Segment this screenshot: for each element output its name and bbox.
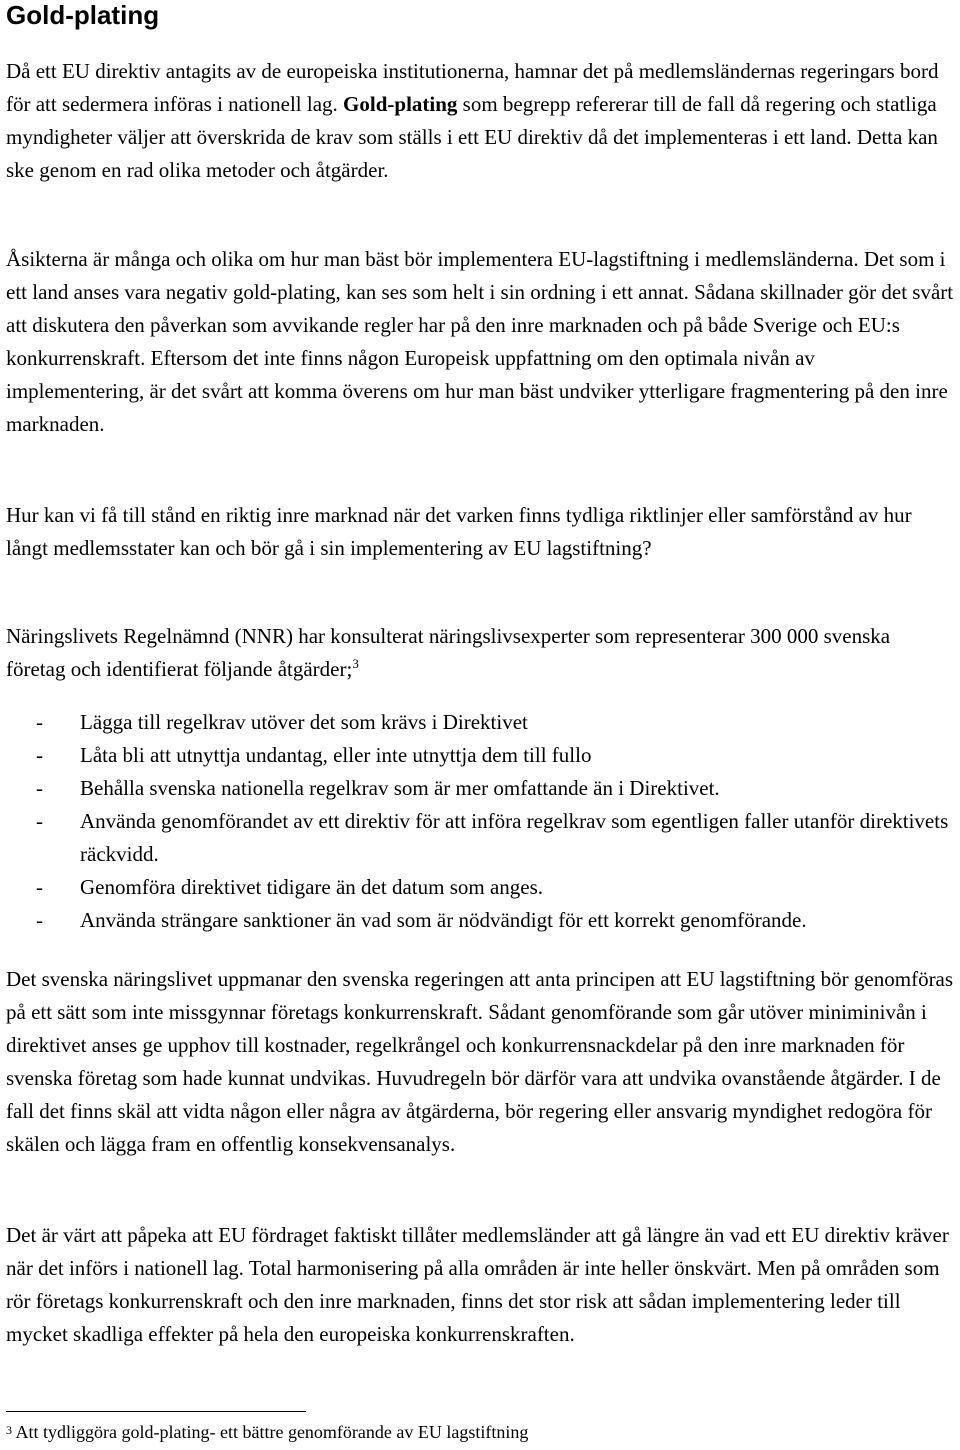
list-item-text: Använda genomförandet av ett direktiv för att införa regelkrav som egentligen faller utanför direktivets räckvidd. xyxy=(80,809,949,866)
term-gold-plating: Gold-plating xyxy=(343,92,458,116)
list-item-text: Genomföra direktivet tidigare än det datum som anges. xyxy=(80,875,544,899)
measures-list xyxy=(6,706,954,937)
footnote-separator xyxy=(6,1411,306,1412)
paragraph-nnr xyxy=(6,620,954,686)
list-item xyxy=(6,739,954,772)
paragraph-nnr-text: Näringslivets Regelnämnd (NNR) har konsulterat näringslivsexperter som representerar 300 000 svenska företag och identifierat följande åtgärder; xyxy=(6,624,891,681)
paragraph-intro-text-before: Då ett EU direktiv antagits av de europeiska institutionerna, hamnar det på medlemsländernas regeringars bord för att sedermera införas i nationell lag. xyxy=(6,59,939,116)
paragraph-intro-text-after: som begrepp refererar till de fall då regering och statliga myndigheter väljer att överskrida de krav som ställs i ett EU direktiv då det implementeras i ett land. Detta kan ske genom en rad olika metoder och åtgärder. xyxy=(6,92,938,182)
list-item xyxy=(6,871,954,904)
list-dash: - xyxy=(36,875,43,899)
page-title: Gold-plating xyxy=(6,0,160,30)
paragraph-question: Hur kan vi få till stånd en riktig inre marknad när det varken finns tydliga riktlinjer eller samförstånd av hur långt medlemsstater kan och bör gå i sin implementering av EU lagstiftning? xyxy=(6,503,912,560)
list-item xyxy=(6,904,954,937)
list-dash: - xyxy=(36,710,43,734)
list-dash: - xyxy=(36,743,43,767)
footnote-ref: 3 xyxy=(352,656,359,671)
list-item xyxy=(6,772,954,805)
footnote-number: 3 xyxy=(6,1423,12,1437)
list-item-text: Behålla svenska nationella regelkrav som är mer omfattande än i Direktivet. xyxy=(80,776,720,800)
paragraph-opinions: Åsikterna är många och olika om hur man bäst bör implementera EU-lagstiftning i medlemsländerna. Det som i ett land anses vara negativ gold-plating, kan ses som helt i sin ordning i ett annat. Sådana skillnader gör det svårt att diskutera den påverkan som avvikande regler har på den inre marknaden och på både Sverige och EU:s konkurrenskraft. Eftersom det inte finns någon Europeisk uppfattning om den optimala nivån av implementering, är det svårt att komma överens om hur man bäst undviker ytterligare fragmentering på den inre marknaden. xyxy=(6,247,954,436)
paragraph-recommendation: Det svenska näringslivet uppmanar den svenska regeringen att anta principen att EU lagstiftning bör genomföras på ett sätt som inte missgynnar företags konkurrenskraft. Sådant genomförande som går utöver miniminivån i direktivet anses ge upphov till kostnader, regelkrångel och konkurrensnackdelar på den inre marknaden för svenska företag som hade kunnat undvikas. Huvudregeln bör därför vara att undvika ovanstående åtgärder. I de fall det finns skäl att vidta någon eller några av åtgärderna, bör regering eller ansvarig myndighet redogöra för skälen och lägga fram en offentlig konsekvensanalys. xyxy=(6,967,954,1156)
paragraph-conclusion: Det är värt att påpeka att EU fördraget faktiskt tillåter medlemsländer att gå längre än vad ett EU direktiv kräver när det införs i nationell lag. Total harmonisering på alla områden är inte heller önskvärt. Men på områden som rör företags konkurrenskraft och den inre marknaden, finns det stor risk att sådan implementering leder till mycket skadliga effekter på hela den europeiska konkurrenskraften. xyxy=(6,1223,949,1346)
list-item-text: Använda strängare sanktioner än vad som är nödvändigt för ett korrekt genomförande. xyxy=(80,908,807,932)
footnote-text: Att tydliggöra gold-plating- ett bättre genomförande av EU lagstiftning xyxy=(12,1422,529,1442)
list-item-text: Lägga till regelkrav utöver det som krävs i Direktivet xyxy=(80,710,528,734)
list-item xyxy=(6,706,954,739)
list-item xyxy=(6,805,954,871)
paragraph-intro xyxy=(6,55,954,187)
list-item-text: Låta bli att utnyttja undantag, eller inte utnyttja dem till fullo xyxy=(80,743,592,767)
document-page xyxy=(6,0,954,1442)
list-dash: - xyxy=(36,776,43,800)
list-dash: - xyxy=(36,908,43,932)
footnote xyxy=(6,1420,528,1444)
list-dash: - xyxy=(36,809,43,833)
